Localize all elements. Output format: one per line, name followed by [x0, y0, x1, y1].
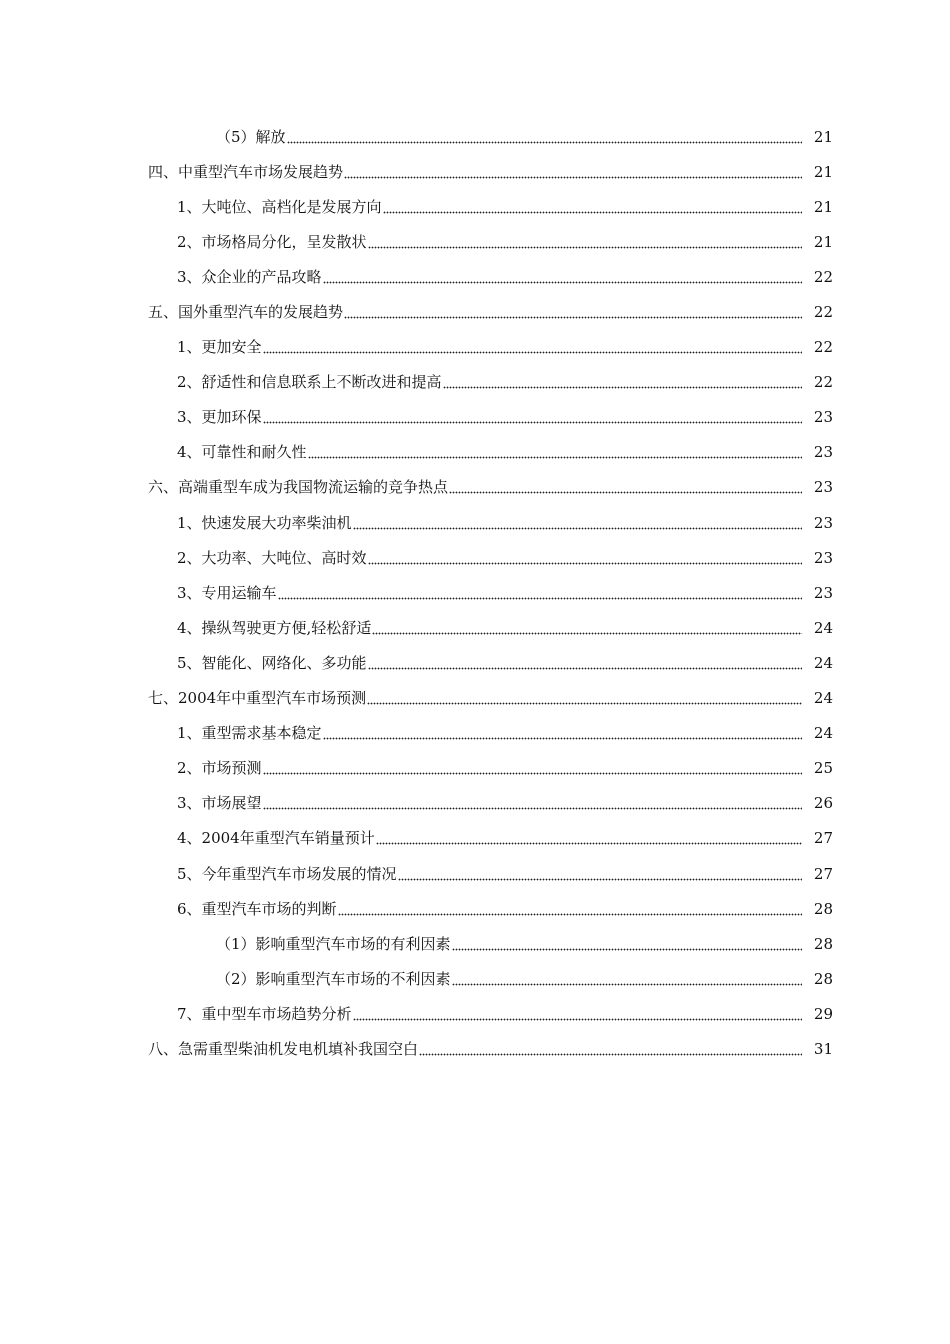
- dot-leader: [323, 724, 802, 742]
- toc-entry-title: 1、重型需求基本稳定: [177, 724, 322, 743]
- dot-leader: [376, 829, 802, 847]
- toc-page-number: 21: [813, 232, 833, 251]
- dot-leader: [263, 759, 802, 777]
- toc-entry-title: 1、大吨位、高档化是发展方向: [177, 197, 382, 216]
- toc-entry-title: 3、更加环保: [177, 408, 262, 427]
- dot-leader: [344, 163, 802, 181]
- toc-entry[interactable]: [0, 575, 950, 610]
- toc-entry-title: 2、舒适性和信息联系上不断改进和提高: [177, 373, 442, 392]
- toc-entry[interactable]: [0, 821, 950, 856]
- toc-entry[interactable]: [0, 259, 950, 294]
- dot-leader: [368, 233, 802, 251]
- toc-page-number: 23: [813, 408, 833, 427]
- toc-page-number: 24: [813, 653, 833, 672]
- toc-entry[interactable]: [0, 856, 950, 891]
- toc-entry-title: 五、国外重型汽车的发展趋势: [148, 303, 344, 322]
- dot-leader: [353, 514, 802, 532]
- toc-entry-title: 2、大功率、大吨位、高时效: [177, 548, 367, 567]
- toc-entry[interactable]: [0, 610, 950, 645]
- toc-entry-title: 1、更加安全: [177, 338, 262, 357]
- table-of-contents: [0, 119, 950, 1067]
- toc-entry[interactable]: [0, 505, 950, 540]
- toc-entry[interactable]: [0, 996, 950, 1031]
- toc-page-number: 28: [813, 934, 833, 953]
- toc-entry[interactable]: [0, 154, 950, 189]
- toc-entry[interactable]: [0, 961, 950, 996]
- dot-leader: [419, 1040, 802, 1058]
- toc-page-number: 24: [813, 724, 833, 743]
- dot-leader: [287, 128, 802, 146]
- toc-entry[interactable]: [0, 365, 950, 400]
- dot-leader: [278, 584, 802, 602]
- toc-entry[interactable]: [0, 330, 950, 365]
- toc-entry-title: 2、市场预测: [177, 759, 262, 778]
- toc-entry[interactable]: [0, 470, 950, 505]
- toc-entry-title: 四、中重型汽车市场发展趋势: [148, 162, 344, 181]
- toc-entry-title: 3、专用运输车: [177, 583, 277, 602]
- toc-entry[interactable]: [0, 294, 950, 329]
- toc-entry[interactable]: [0, 645, 950, 680]
- dot-leader: [338, 900, 802, 918]
- toc-page-number: 27: [813, 829, 833, 848]
- toc-entry-title: 七、2004年中重型汽车市场预测: [148, 689, 367, 708]
- toc-entry-title: 4、操纵驾驶更方便,轻松舒适: [177, 618, 372, 637]
- toc-entry-title: 5、智能化、网络化、多功能: [177, 653, 367, 672]
- dot-leader: [323, 268, 802, 286]
- dot-leader: [367, 689, 802, 707]
- toc-entry-title: 5、今年重型汽车市场发展的情况: [177, 864, 397, 883]
- toc-page-number: 22: [813, 338, 833, 357]
- dot-leader: [263, 338, 802, 356]
- dot-leader: [443, 373, 802, 391]
- toc-entry[interactable]: [0, 540, 950, 575]
- toc-page-number: 22: [813, 267, 833, 286]
- dot-leader: [383, 198, 802, 216]
- toc-entry[interactable]: [0, 435, 950, 470]
- dot-leader: [372, 619, 802, 637]
- toc-entry-title: 1、快速发展大功率柴油机: [177, 513, 352, 532]
- toc-entry[interactable]: [0, 786, 950, 821]
- toc-entry[interactable]: [0, 751, 950, 786]
- toc-entry[interactable]: [0, 189, 950, 224]
- toc-page-number: 23: [813, 583, 833, 602]
- toc-page-number: 21: [813, 127, 833, 146]
- toc-page-number: 27: [813, 864, 833, 883]
- toc-page-number: 24: [813, 689, 833, 708]
- dot-leader: [344, 303, 802, 321]
- toc-entry-title: （1）影响重型汽车市场的有利因素: [216, 934, 451, 953]
- toc-page-number: 28: [813, 899, 833, 918]
- toc-entry-title: 4、2004年重型汽车销量预计: [177, 829, 375, 848]
- toc-entry[interactable]: [0, 891, 950, 926]
- dot-leader: [368, 549, 802, 567]
- toc-entry-title: 3、市场展望: [177, 794, 262, 813]
- toc-page-number: 31: [813, 1039, 833, 1058]
- toc-page-number: 26: [813, 794, 833, 813]
- dot-leader: [452, 935, 802, 953]
- toc-page-number: 23: [813, 513, 833, 532]
- toc-entry-title: 3、众企业的产品攻略: [177, 267, 322, 286]
- toc-entry-title: 六、高端重型车成为我国物流运输的竞争热点: [148, 478, 449, 497]
- toc-entry-title: 2、市场格局分化，呈发散状: [177, 232, 367, 251]
- dot-leader: [263, 408, 802, 426]
- toc-entry-title: 6、重型汽车市场的判断: [177, 899, 337, 918]
- toc-page-number: 22: [813, 373, 833, 392]
- toc-page-number: 28: [813, 969, 833, 988]
- toc-page-number: 22: [813, 303, 833, 322]
- toc-entry-title: （5）解放: [216, 127, 286, 146]
- toc-entry[interactable]: [0, 926, 950, 961]
- toc-entry-title: 7、重中型车市场趋势分析: [177, 1004, 352, 1023]
- toc-page-number: 23: [813, 478, 833, 497]
- toc-page-number: 21: [813, 162, 833, 181]
- dot-leader: [368, 654, 802, 672]
- toc-page-number: 24: [813, 618, 833, 637]
- toc-entry[interactable]: [0, 716, 950, 751]
- toc-entry-title: 八、急需重型柴油机发电机填补我国空白: [148, 1039, 419, 1058]
- toc-page-number: 23: [813, 443, 833, 462]
- toc-page-number: 21: [813, 197, 833, 216]
- toc-entry-title: （2）影响重型汽车市场的不利因素: [216, 969, 451, 988]
- dot-leader: [452, 970, 802, 988]
- dot-leader: [449, 478, 802, 496]
- dot-leader: [353, 1005, 802, 1023]
- toc-entry[interactable]: [0, 224, 950, 259]
- dot-leader: [308, 443, 802, 461]
- toc-entry[interactable]: [0, 400, 950, 435]
- dot-leader: [263, 794, 802, 812]
- toc-page-number: 25: [813, 759, 833, 778]
- toc-entry[interactable]: [0, 681, 950, 716]
- toc-page-number: 29: [813, 1004, 833, 1023]
- toc-entry[interactable]: [0, 119, 950, 154]
- toc-page-number: 23: [813, 548, 833, 567]
- toc-entry[interactable]: [0, 1031, 950, 1066]
- toc-entry-title: 4、可靠性和耐久性: [177, 443, 307, 462]
- dot-leader: [398, 865, 802, 883]
